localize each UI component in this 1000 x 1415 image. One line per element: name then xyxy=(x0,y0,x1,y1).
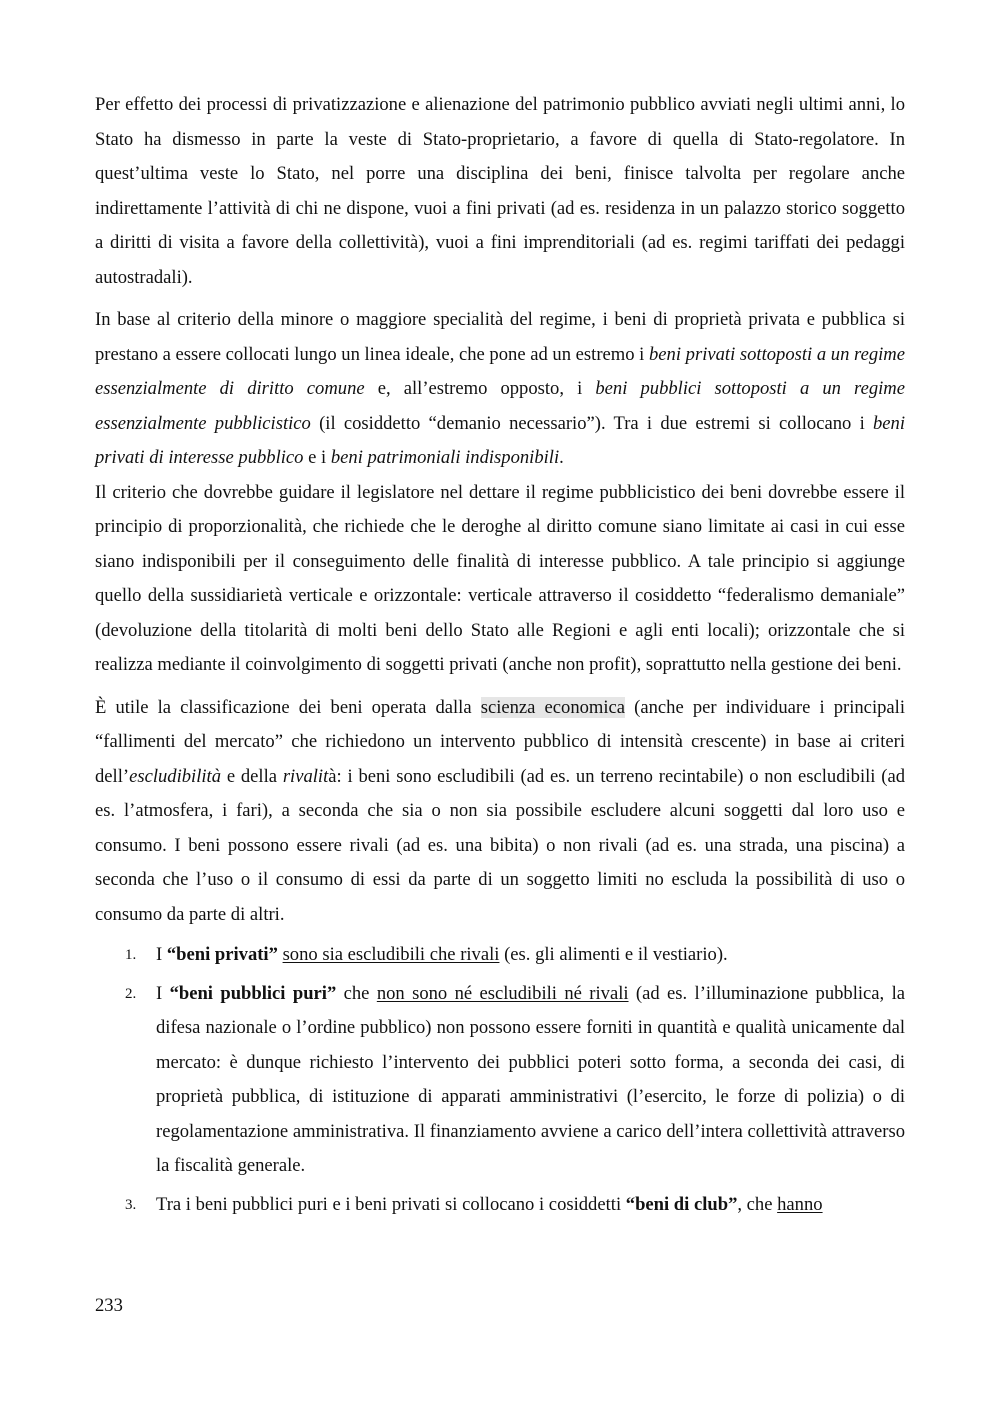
list-item-beni-privati: 1. I “beni privati” sono sia escludibili che rivali (es. gli alimenti e il vestiario). xyxy=(95,938,905,973)
bold-term: “beni di club” xyxy=(625,1193,738,1215)
italic-beni-pubblici-pubblicistico: beni pubblici sottoposti a un regime essenzialmente pubblicistico xyxy=(95,378,905,434)
document-page xyxy=(95,88,905,1226)
italic-beni-patrimoniali-indisponibili: beni patrimoniali indisponibili xyxy=(330,447,560,468)
italic-rivalita: rivalit xyxy=(282,765,329,787)
paragraph-privatizzazione: Per effetto dei processi di privatizzazione e alienazione del patrimonio pubblico avviati negli ultimi anni, lo Stato ha dismesso in parte la veste di Stato-proprietario, a favore di quella di Stato-regolatore. In quest’ultima veste lo Stato, nel porre una disciplina dei beni, finisce talvolta per regolare anche indirettamente l’attività di chi ne dispone, vuoi a fini privati (ad es. residenza in un palazzo storico soggetto a diritti di visita a favore della collettività), vuoi a fini imprenditoriali (ad es. regimi tariffati dei pedaggi autostradali). xyxy=(95,94,905,288)
list-number: 3. xyxy=(125,1196,137,1213)
italic-beni-privati-interesse-pubblico: beni privati di interesse pubblico xyxy=(95,412,905,468)
page-number: 233 xyxy=(95,1295,123,1316)
numbered-list-beni xyxy=(95,938,905,1222)
underlined-definition: hanno xyxy=(777,1193,823,1215)
list-number: 1. xyxy=(125,947,137,963)
bold-term: “beni privati” xyxy=(166,944,278,965)
paragraph-proporzionalita: Il criterio che dovrebbe guidare il legislatore nel dettare il regime pubblicistico dei beni dovrebbe essere il principio di proporzionalità, che richiede che le deroghe al diritto comune siano limitate ai casi in cui esse siano indisponibili per il conseguimento delle finalità di interesse pubblico. A tale principio si aggiunge quello della sussidiarietà verticale e orizzontale: verticale attraverso il cosiddetto “federalismo demaniale” (devoluzione della titolarità di molti beni dello Stato alle Regioni e agli enti locali); orizzontale che si realizza mediante il coinvolgimento di soggetti privati (anche non profit), soprattutto nella gestione dei beni. xyxy=(95,481,905,675)
paragraph-classificazione-economica: È utile la classificazione dei beni operata dalla scienza economica (anche per individuare i principali “fallimenti del mercato” che richiedono un intervento pubblico di intensità crescente) in base ai criteri dell’escludibilità e della rivalità: i beni sono escludibili (ad es. un terreno recintabile) o non escludibili (ad es. l’atmosfera, i fari), a seconda che sia o non sia possibile escludere alcuni soggetti dal loro uso e consumo. I beni possono essere rivali (ad es. una bibita) o non rivali (ad es. una strada, una piscina) a seconda che l’uso o il consumo di essi da parte di un soggetto limiti no escluda la possibilità di uso o consumo da parte di altri. xyxy=(95,696,906,925)
list-item-beni-di-club: 3. Tra i beni pubblici puri e i beni privati si collocano i cosiddetti “beni di club”, che hanno xyxy=(95,1188,905,1223)
highlighted-scienza-economica: scienza economica xyxy=(480,696,626,718)
italic-escludibilita: escludibilità xyxy=(129,765,222,787)
underlined-definition: sono sia escludibili che rivali xyxy=(282,944,500,965)
paragraph-criterio-specialita: In base al criterio della minore o maggiore specialità del regime, i beni di proprietà privata e pubblica si prestano a essere collocati lungo un linea ideale, che pone ad un estremo i beni privati sottoposti a un regime essenzialmente di diritto comune e, all’estremo opposto, i beni pubblici sottoposti a un regime essenzialmente pubblicistico (il cosiddetto “demanio necessario”). Tra i due estremi si collocano i beni privati di interesse pubblico e i beni patrimoniali indisponibili. xyxy=(95,309,905,468)
bold-term: “beni pubblici puri” xyxy=(169,982,337,1004)
underlined-definition: non sono né escludibili né rivali xyxy=(376,982,629,1004)
italic-beni-privati-diritto-comune: beni privati sottoposti a un regime essenzialmente di diritto comune xyxy=(95,343,905,399)
list-item-beni-pubblici-puri: 2. I “beni pubblici puri” che non sono né escludibili né rivali (ad es. l’illuminazione pubblica, la difesa nazionale o l’ordine pubblico) non possono essere forniti in quantità e qualità unicamente dal mercato: è dunque richiesto l’intervento dei pubblici poteri sotto forma, a seconda dei casi, di proprietà pubblica, di istituzione di apparati amministrativi (l’esercito, le forze di polizia) o di regolamentazione amministrativa. Il finanziamento avviene a carico dell’intera collettività attraverso la fiscalità generale. xyxy=(95,977,905,1184)
list-number: 2. xyxy=(125,985,137,1002)
